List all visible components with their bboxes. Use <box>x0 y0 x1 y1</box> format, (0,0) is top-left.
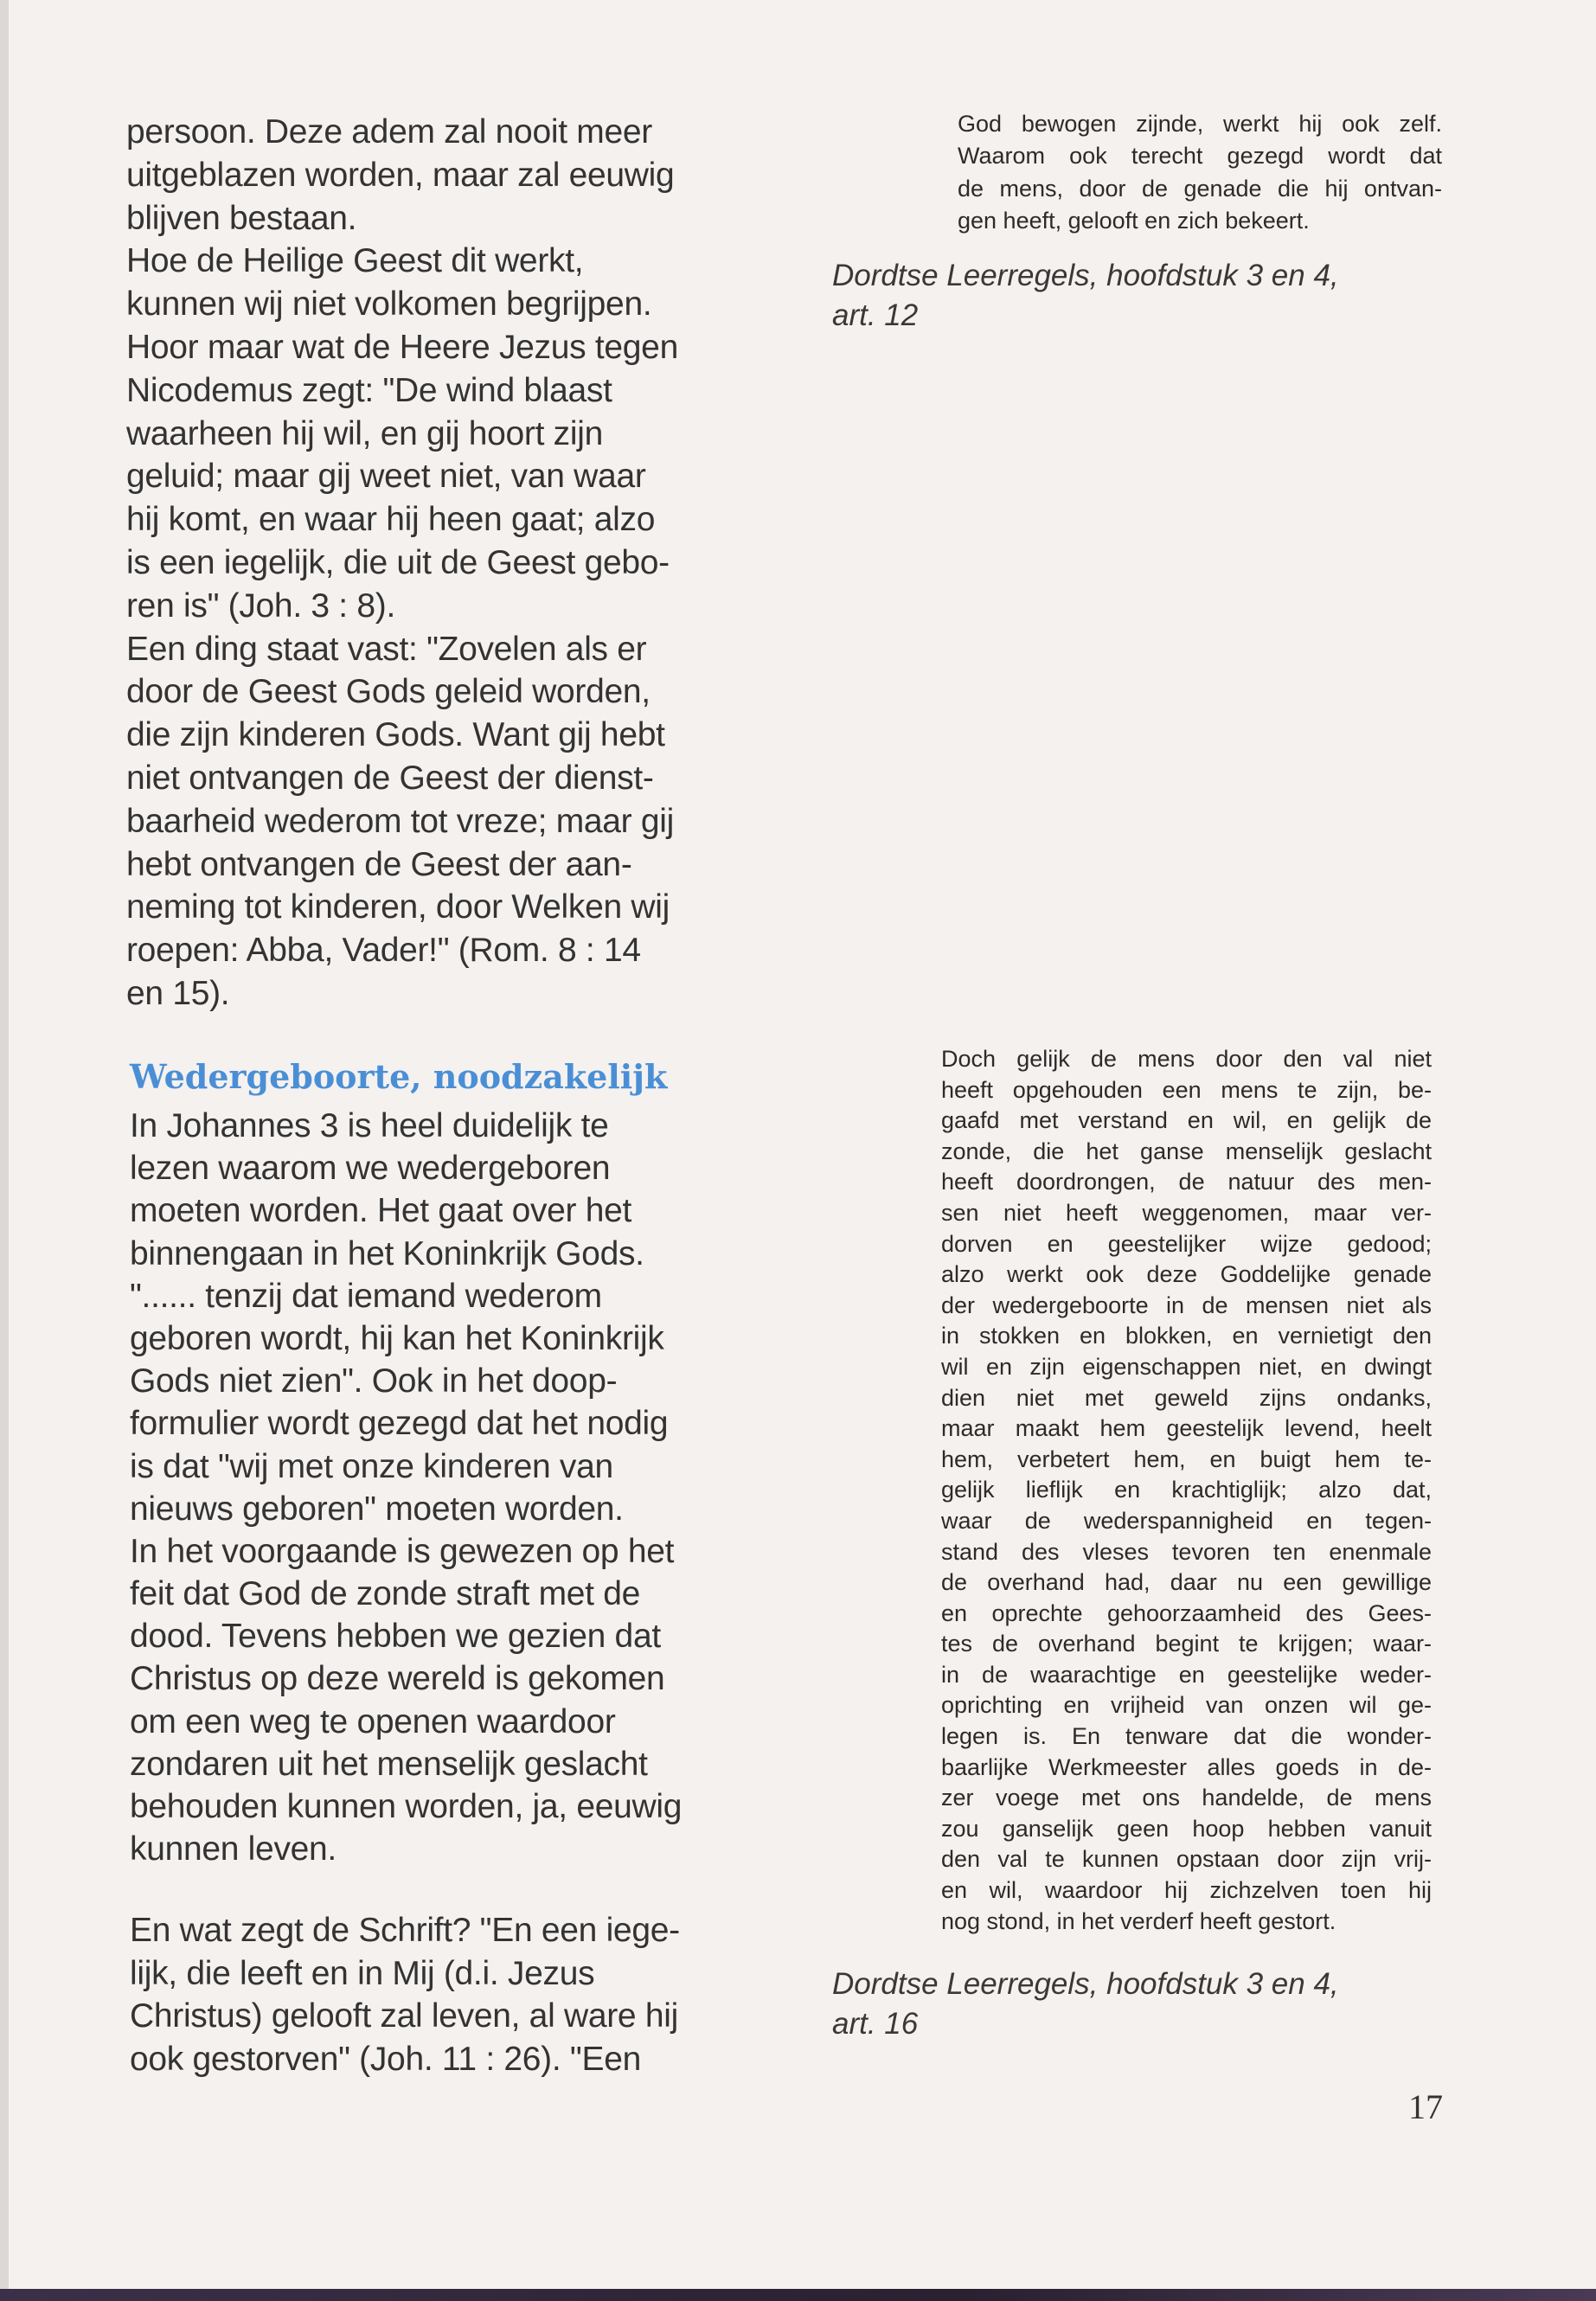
text-line: Christus) gelooft zal leven, al ware hij <box>130 1997 678 2035</box>
quote-line: dorven en geestelijker wijze gedood; <box>941 1230 1432 1257</box>
text-line: blijven bestaan. <box>126 199 357 237</box>
text-line: hebt ontvangen de Geest der aan- <box>126 845 632 883</box>
text-line: kunnen leven. <box>130 1830 337 1868</box>
text-line: neming tot kinderen, door Welken wij <box>126 888 670 926</box>
quote-line: oprichting en vrijheid van onzen wil ge- <box>941 1692 1432 1719</box>
text-line: nieuws geboren" moeten worden. <box>130 1490 624 1528</box>
quote-line: baarlijke Werkmeester alles goeds in de- <box>941 1753 1432 1780</box>
text-line: En wat zegt de Schrift? "En een iege- <box>130 1912 680 1949</box>
text-line: ren is" (Joh. 3 : 8). <box>126 586 395 625</box>
text-line: die zijn kinderen Gods. Want gij hebt <box>126 716 665 754</box>
quote-line: stand des vleses tevoren ten enenmale <box>941 1538 1432 1565</box>
citation-line: art. 16 <box>832 2007 919 2041</box>
text-line: is dat "wij met onze kinderen van <box>130 1447 613 1485</box>
citation-art-16 <box>832 1965 1339 2044</box>
text-line: formulier wordt gezegd dat het nodig <box>130 1405 669 1443</box>
text-line: hij komt, en waar hij heen gaat; alzo <box>126 501 656 539</box>
text-line: Hoe de Heilige Geest dit werkt, <box>126 242 584 280</box>
quote-line: de mens, door de genade die hij ontvan- <box>958 175 1442 202</box>
text-line: In het voorgaande is gewezen op het <box>130 1532 675 1570</box>
quote-line: Waarom ook terecht gezegd wordt dat <box>958 143 1442 170</box>
left-paragraph-1 <box>126 111 678 1016</box>
quote-line: gelijk lieflijk en krachtiglijk; alzo dat, <box>941 1477 1432 1503</box>
quote-line: gaafd met verstand en wil, en gelijk de <box>941 1107 1432 1134</box>
text-line: ook gestorven" (Joh. 11 : 26). "Een <box>130 2040 641 2078</box>
quote-line: en wil, waardoor hij zichzelven toen hij <box>941 1877 1432 1904</box>
quote-line: alzo werkt ook deze Goddelijke genade <box>941 1261 1432 1288</box>
quote-block-art-12 <box>958 108 1442 238</box>
quote-line: zer voege met ons handelde, de mens <box>941 1785 1432 1811</box>
quote-line: in stokken en blokken, en vernietigt den <box>941 1323 1432 1349</box>
quote-line: Doch gelijk de mens door den val niet <box>941 1046 1432 1072</box>
quote-line: en oprechte gehoorzaamheid des Gees- <box>941 1599 1432 1626</box>
quote-line: heeft doordrongen, de natuur des men- <box>941 1169 1432 1195</box>
text-line: binnengaan in het Koninkrijk Gods. <box>130 1234 644 1272</box>
text-line: feit dat God de zonde straft met de <box>130 1575 641 1613</box>
left-paragraph-2 <box>130 1105 682 1870</box>
text-line: door de Geest Gods geleid worden, <box>126 673 651 711</box>
quote-line: de overhand had, daar nu een gewillige <box>941 1569 1432 1596</box>
quote-line: tes de overhand begint te krijgen; waar- <box>941 1631 1432 1657</box>
text-line: Een ding staat vast: "Zovelen als er <box>126 630 647 668</box>
left-paragraph-3 <box>130 1909 680 2080</box>
text-line: lezen waarom we wedergeboren <box>130 1150 611 1188</box>
scan-edge <box>0 0 9 2301</box>
scan-bottom-edge <box>0 2289 1596 2301</box>
quote-line: hem, verbetert hem, en buigt hem te- <box>941 1445 1432 1472</box>
quote-line: zonde, die het ganse menselijk geslacht <box>941 1138 1432 1164</box>
citation-line: art. 12 <box>832 298 919 332</box>
text-line: waarheen hij wil, en gij hoort zijn <box>126 414 603 452</box>
text-line: kunnen wij niet volkomen begrijpen. <box>126 285 652 324</box>
text-line: Christus op deze wereld is gekomen <box>130 1660 665 1698</box>
text-line: In Johannes 3 is heel duidelijk te <box>130 1107 609 1144</box>
quote-line: gen heeft, gelooft en zich bekeert. <box>958 208 1310 234</box>
text-line: is een iegelijk, die uit de Geest gebo- <box>126 543 670 581</box>
quote-line: sen niet heeft weggenomen, maar ver- <box>941 1199 1432 1226</box>
quote-line: heeft opgehouden een mens te zijn, be- <box>941 1076 1432 1103</box>
citation-line: Dordtse Leerregels, hoofdstuk 3 en 4, <box>832 259 1339 292</box>
text-line: moeten worden. Het gaat over het <box>130 1192 632 1230</box>
quote-line: den val te kunnen opstaan door zijn vrij- <box>941 1846 1432 1873</box>
citation-line: Dordtse Leerregels, hoofdstuk 3 en 4, <box>832 1967 1339 2001</box>
text-line: Gods niet zien". Ook in het doop- <box>130 1362 618 1400</box>
citation-art-12 <box>832 256 1339 336</box>
quote-line: der wedergeboorte in de mensen niet als <box>941 1292 1432 1318</box>
text-line: en 15). <box>126 974 230 1012</box>
text-line: Nicodemus zegt: "De wind blaast <box>126 371 612 409</box>
quote-line: wil en zijn eigenschappen niet, en dwingt <box>941 1353 1432 1380</box>
text-line: dood. Tevens hebben we gezien dat <box>130 1618 661 1656</box>
text-line: om een weg te openen waardoor <box>130 1702 616 1740</box>
text-line: niet ontvangen de Geest der dienst- <box>126 759 654 797</box>
quote-block-art-16 <box>941 1044 1432 1937</box>
text-line: roepen: Abba, Vader!" (Rom. 8 : 14 <box>126 932 641 970</box>
page-number: 17 <box>1408 2087 1443 2126</box>
text-line: uitgeblazen worden, maar zal eeuwig <box>126 156 675 194</box>
text-line: behouden kunnen worden, ja, eeuwig <box>130 1788 683 1825</box>
quote-line: nog stond, in het verderf heeft gestort. <box>941 1907 1336 1934</box>
text-line: "...... tenzij dat iemand wederom <box>130 1277 602 1315</box>
text-line: lijk, die leeft en in Mij (d.i. Jezus <box>130 1954 595 1992</box>
quote-line: legen is. En tenware dat die wonder- <box>941 1723 1432 1750</box>
text-line: Hoor maar wat de Heere Jezus tegen <box>126 328 678 366</box>
section-heading: Wedergeboorte, noodzakelijk <box>130 1057 668 1096</box>
text-line: persoon. Deze adem zal nooit meer <box>126 113 652 151</box>
quote-line: dien niet met geweld zijns ondanks, <box>941 1384 1432 1411</box>
quote-line: God bewogen zijnde, werkt hij ook zelf. <box>958 111 1442 137</box>
quote-line: waar de wederspannigheid en tegen- <box>941 1507 1432 1534</box>
quote-line: maar maakt hem geestelijk levend, heelt <box>941 1415 1432 1442</box>
text-line: zondaren uit het menselijk geslacht <box>130 1745 648 1783</box>
text-line: geboren wordt, hij kan het Koninkrijk <box>130 1319 664 1357</box>
text-line: baarheid wederom tot vreze; maar gij <box>126 802 675 840</box>
quote-line: in de waarachtige en geestelijke weder- <box>941 1661 1432 1688</box>
quote-line: zou ganselijk geen hoop hebben vanuit <box>941 1815 1432 1842</box>
text-line: geluid; maar gij weet niet, van waar <box>126 458 646 496</box>
